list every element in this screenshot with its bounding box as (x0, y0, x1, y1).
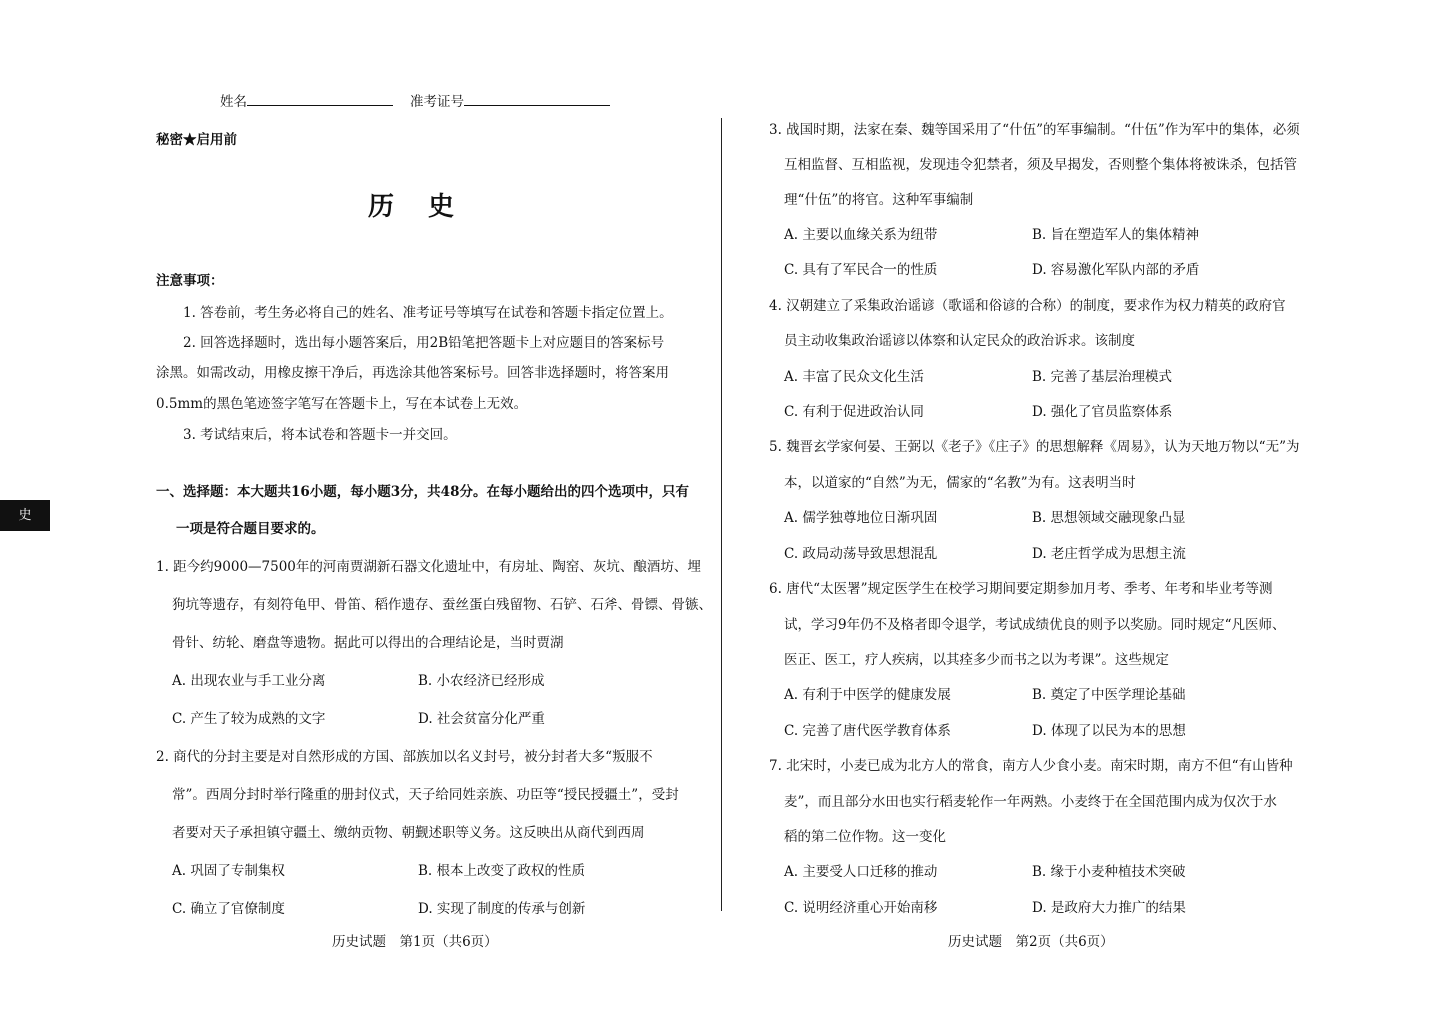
section-heading-cont: 一项是符合题目要求的。 (176, 521, 325, 537)
q1-stem: 1. 距今约9000—7500年的河南贾湖新石器文化遗址中，有房址、陶窑、灰坑、酿酒坊、埋 (156, 559, 701, 575)
q3-option-b: B. 旨在塑造军人的集体精神 (1032, 227, 1200, 243)
q7-stem: 稻的第二位作物。这一变化 (784, 829, 946, 845)
q7-option-a: A. 主要受人口迁移的推动 (784, 864, 938, 880)
q1-option-b: B. 小农经济已经形成 (418, 673, 545, 689)
q4-option-a: A. 丰富了民众文化生活 (784, 369, 924, 385)
q6-option-b: B. 奠定了中医学理论基础 (1032, 687, 1186, 703)
side-tab: 史 (0, 500, 50, 531)
q2-option-a: A. 巩固了专制集权 (172, 863, 285, 879)
q1-stem: 狗坑等遗存，有刻符龟甲、骨笛、稻作遗存、蚕丝蛋白残留物、石铲、石斧、骨镖、骨镞、 (172, 597, 712, 613)
q7-option-d: D. 是政府大力推广的结果 (1032, 900, 1186, 916)
q3-stem: 理“什伍”的将官。这种军事编制 (784, 192, 974, 208)
q3-option-a: A. 主要以血缘关系为纽带 (784, 227, 938, 243)
q3-option-d: D. 容易激化军队内部的矛盾 (1032, 262, 1200, 278)
footer-page-2: 历史试题 第2页（共6页） (948, 934, 1114, 950)
q5-option-b: B. 思想领域交融现象凸显 (1032, 510, 1186, 526)
q5-option-a: A. 儒学独尊地位日渐巩固 (784, 510, 938, 526)
q6-stem: 医正、医工，疗人疾病，以其痊多少而书之以为考课”。这些规定 (784, 652, 1169, 668)
q5-stem: 本，以道家的“自然”为无，儒家的“名教”为有。这表明当时 (784, 475, 1136, 491)
name-label: 姓名 (220, 94, 247, 110)
q2-option-d: D. 实现了制度的传承与创新 (418, 901, 586, 917)
q1-option-a: A. 出现农业与手工业分离 (172, 673, 326, 689)
q7-stem: 7. 北宋时，小麦已成为北方人的常食，南方人少食小麦。南宋时期，南方不但“有山皆种 (769, 758, 1293, 774)
name-blank[interactable] (247, 91, 393, 106)
exam-id-blank[interactable] (464, 91, 610, 106)
notice-line: 3. 考试结束后，将本试卷和答题卡一并交回。 (183, 427, 457, 443)
q3-stem: 互相监督、互相监视，发现违令犯禁者，须及早揭发，否则整个集体将被诛杀，包括管 (784, 157, 1297, 173)
q3-option-c: C. 具有了军民合一的性质 (784, 262, 938, 278)
notice-line: 1. 答卷前，考生务必将自己的姓名、准考证号等填写在试卷和答题卡指定位置上。 (183, 305, 673, 321)
notice-line: 涂黑。如需改动，用橡皮擦干净后，再选涂其他答案标号。回答非选择题时，将答案用 (156, 365, 669, 381)
notice-line: 0.5mm的黑色笔迹签字笔写在答题卡上，写在本试卷上无效。 (156, 396, 528, 412)
q4-stem: 员主动收集政治谣谚以体察和认定民众的政治诉求。该制度 (784, 333, 1135, 349)
q7-option-b: B. 缘于小麦种植技术突破 (1032, 864, 1186, 880)
q2-stem: 常”。西周分封时举行隆重的册封仪式，天子给同姓亲族、功臣等“授民授疆土”，受封 (172, 787, 679, 803)
notice-line: 2. 回答选择题时，选出每小题答案后，用2B铅笔把答题卡上对应题目的答案标号 (183, 335, 665, 351)
q2-stem: 者要对天子承担镇守疆土、缴纳贡物、朝觐述职等义务。这反映出从商代到西周 (172, 825, 645, 841)
section-heading: 一、选择题：本大题共16小题，每小题3分，共48分。在每小题给出的四个选项中，只有 (156, 484, 689, 500)
q3-stem: 3. 战国时期，法家在秦、魏等国采用了“什伍”的军事编制。“什伍”作为军中的集体，必须 (769, 122, 1300, 138)
q4-option-d: D. 强化了官员监察体系 (1032, 404, 1173, 420)
notice-heading: 注意事项： (156, 273, 224, 289)
page-title: 历史 (368, 192, 489, 222)
exam-id-field (410, 90, 610, 110)
q1-stem: 骨针、纺轮、磨盘等遗物。据此可以得出的合理结论是，当时贾湖 (172, 635, 564, 651)
name-field (220, 90, 393, 110)
q1-option-d: D. 社会贫富分化严重 (418, 711, 545, 727)
q2-stem: 2. 商代的分封主要是对自然形成的方国、部族加以名义封号，被分封者大多“叛服不 (156, 749, 653, 765)
exam-id-label: 准考证号 (410, 94, 464, 110)
q2-option-b: B. 根本上改变了政权的性质 (418, 863, 586, 879)
q7-option-c: C. 说明经济重心开始南移 (784, 900, 938, 916)
q4-stem: 4. 汉朝建立了采集政治谣谚（歌谣和俗谚的合称）的制度，要求作为权力精英的政府官 (769, 298, 1286, 314)
footer-page-1: 历史试题 第1页（共6页） (332, 934, 498, 950)
q6-option-d: D. 体现了以民为本的思想 (1032, 723, 1186, 739)
q6-option-a: A. 有利于中医学的健康发展 (784, 687, 951, 703)
q1-option-c: C. 产生了较为成熟的文字 (172, 711, 326, 727)
secret-mark: 秘密★启用前 (156, 132, 237, 148)
q5-option-c: C. 政局动荡导致思想混乱 (784, 546, 938, 562)
q6-stem: 6. 唐代“太医署”规定医学生在校学习期间要定期参加月考、季考、年考和毕业考等测 (769, 581, 1273, 597)
column-divider (721, 118, 722, 911)
q6-stem: 试，学习9年仍不及格者即令退学，考试成绩优良的则予以奖励。同时规定“凡医师、 (784, 617, 1286, 633)
q6-option-c: C. 完善了唐代医学教育体系 (784, 723, 951, 739)
q4-option-b: B. 完善了基层治理模式 (1032, 369, 1173, 385)
q2-option-c: C. 确立了官僚制度 (172, 901, 285, 917)
q5-stem: 5. 魏晋玄学家何晏、王弼以《老子》《庄子》的思想解释《周易》，认为天地万物以“无”为 (769, 439, 1300, 455)
q7-stem: 麦”，而且部分水田也实行稻麦轮作一年两熟。小麦终于在全国范围内成为仅次于水 (784, 794, 1277, 810)
q4-option-c: C. 有利于促进政治认同 (784, 404, 924, 420)
q5-option-d: D. 老庄哲学成为思想主流 (1032, 546, 1186, 562)
